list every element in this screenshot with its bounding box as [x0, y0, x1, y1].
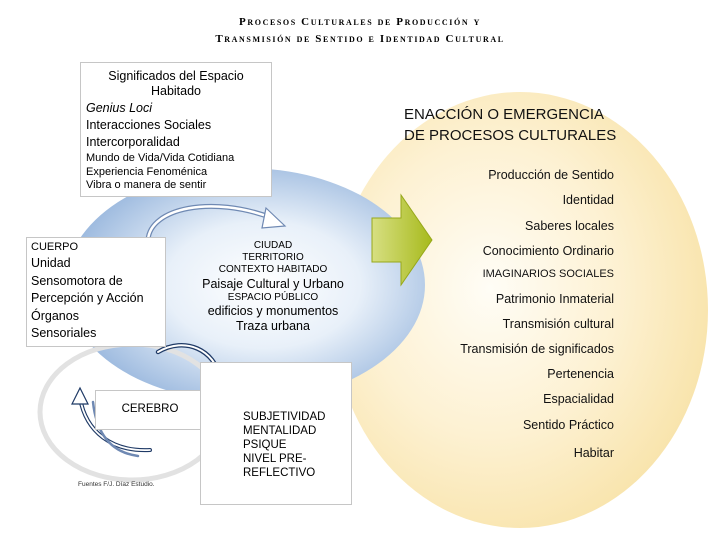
cuerpo-label: CUERPO: [31, 241, 79, 253]
ciudad-label: CIUDAD: [253, 240, 293, 251]
item-pertenencia: Pertenencia: [547, 367, 614, 381]
significados-box: [80, 62, 272, 197]
subjetividad-line-5: REFLECTIVO: [243, 467, 316, 479]
diagram-title-line2: Transmisión de Sentido e Identidad Cultural: [215, 33, 505, 45]
item-transmision-significados: Transmisión de significados: [460, 342, 614, 356]
item-conocimiento-ordinario: Conocimiento Ordinario: [482, 244, 614, 258]
edificios-label: edificios y monumentos: [207, 304, 339, 318]
source-caption: Fuentes F/J. Díaz Estudio.: [78, 481, 155, 488]
mundo-vida-text: Mundo de Vida/Vida Cotidiana: [86, 152, 235, 164]
espacio-publico-label: ESPACIO PÚBLICO: [227, 292, 319, 303]
subjetividad-line-4: NIVEL PRE-: [243, 453, 307, 465]
enaccion-heading: [404, 104, 616, 146]
cuerpo-box: [26, 237, 166, 347]
ciudad-text-block: [188, 240, 358, 334]
item-saberes-locales: Saberes locales: [525, 219, 614, 233]
cuerpo-line-1: Unidad: [31, 256, 71, 270]
item-sentido-practico: Sentido Práctico: [522, 418, 614, 432]
subjetividad-line-2: MENTALIDAD: [243, 425, 317, 437]
intercorporalidad-text: Intercorporalidad: [86, 135, 180, 149]
territorio-label: TERRITORIO: [242, 252, 304, 263]
item-produccion-sentido: Producción de Sentido: [488, 168, 614, 182]
subjetividad-line-3: PSIQUE: [243, 439, 287, 451]
item-imaginarios-sociales: IMAGINARIOS SOCIALES: [482, 268, 614, 280]
cuerpo-line-5: Sensoriales: [31, 326, 97, 340]
paisaje-label: Paisaje Cultural y Urbano: [202, 277, 344, 291]
significados-heading-1: Significados del Espacio: [108, 69, 244, 83]
subjetividad-line-1: SUBJETIVIDAD: [243, 411, 326, 423]
item-patrimonio-inmaterial: Patrimonio Inmaterial: [495, 292, 614, 306]
vibra-text: Vibra o manera de sentir: [86, 179, 207, 191]
cuerpo-line-4: Órganos: [31, 308, 79, 323]
cuerpo-line-3: Percepción y Acción: [31, 291, 144, 305]
curved-arrow-loop-head-icon: [72, 388, 88, 404]
enaccion-heading-2: DE PROCESOS CULTURALES: [404, 127, 617, 144]
item-transmision-cultural: Transmisión cultural: [502, 317, 614, 331]
item-espacialidad: Espacialidad: [543, 392, 614, 406]
interacciones-text: Interacciones Sociales: [86, 118, 212, 132]
cerebro-label: CEREBRO: [121, 403, 179, 415]
diagram-title-line1: Procesos Culturales de Producción y: [239, 16, 481, 28]
enaccion-heading-1: ENACCIÓN O EMERGENCIA: [404, 106, 605, 123]
traza-label: Traza urbana: [236, 319, 310, 333]
experiencia-text: Experiencia Fenoménica: [86, 165, 208, 178]
item-habitar: Habitar: [573, 446, 614, 460]
contexto-label: CONTEXTO HABITADO: [218, 264, 328, 275]
subjetividad-box: [200, 362, 352, 505]
cuerpo-line-2: Sensomotora de: [31, 273, 123, 288]
cerebro-box: [95, 390, 205, 430]
genius-loci-text: Genius Loci: [86, 101, 153, 115]
significados-heading-2: Habitado: [150, 84, 202, 98]
item-identidad: Identidad: [562, 193, 614, 207]
